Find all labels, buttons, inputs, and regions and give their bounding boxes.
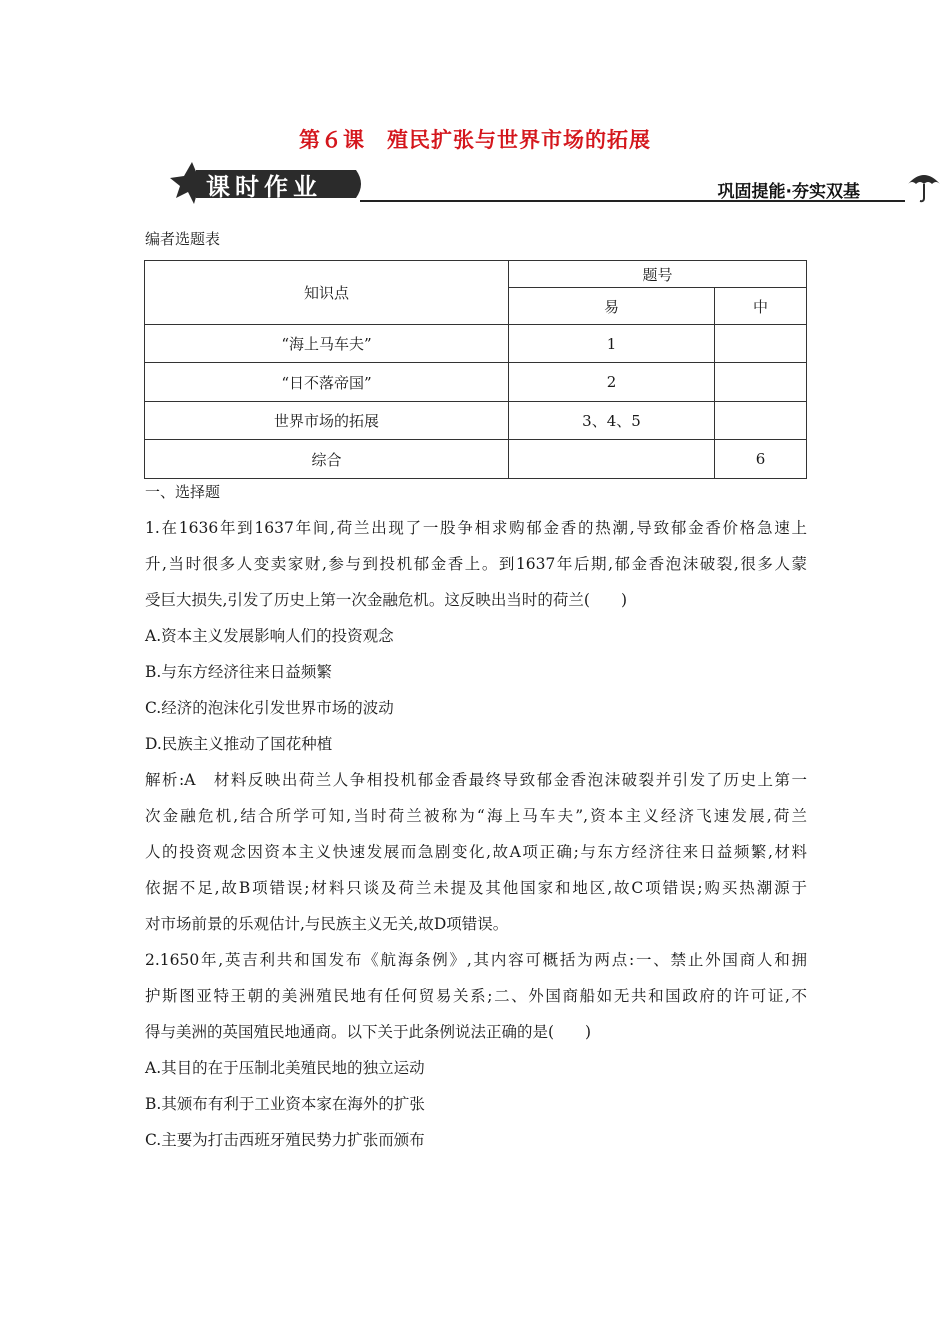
banner-label: 课时作业: [206, 173, 322, 201]
header-number: 题号: [509, 261, 807, 288]
header-topic: 知识点: [145, 261, 509, 325]
analysis-line: 人的投资观念因资本主义快速发展而急剧变化,故A项正确;与东方经济往来日益频繁,材料: [145, 843, 807, 861]
analysis-line: 对市场前景的乐观估计,与民族主义无关,故D项错误。: [145, 915, 509, 933]
header-medium: 中: [715, 288, 807, 325]
row-topic: “海上马车夫”: [145, 325, 509, 363]
question-line: 受巨大损失,引发了历史上第一次金融危机。这反映出当时的荷兰( ): [145, 591, 628, 609]
table-caption: 编者选题表: [145, 230, 221, 248]
row-easy: [509, 440, 715, 479]
option-b: B.其颁布有利于工业资本家在海外的扩张: [145, 1095, 425, 1113]
row-medium: [715, 325, 807, 363]
question-line: 升,当时很多人变卖家财,参与到投机郁金香上。到1637年后期,郁金香泡沫破裂,很多人蒙: [145, 555, 807, 573]
question-2: [145, 942, 807, 1158]
section-title: 一、选择题: [145, 483, 221, 501]
option-a: A.其目的在于压制北美殖民地的独立运动: [145, 1059, 425, 1077]
row-topic: 世界市场的拓展: [145, 402, 509, 440]
analysis-line: 次金融危机,结合所学可知,当时荷兰被称为“海上马车夫”,资本主义经济飞速发展,荷兰: [145, 807, 807, 825]
table-row: [145, 402, 807, 440]
row-easy: 2: [509, 363, 715, 402]
topic-table: [144, 260, 807, 479]
umbrella-icon: [906, 168, 942, 204]
table-row: [145, 325, 807, 363]
row-topic: “日不落帝国”: [145, 363, 509, 402]
option-b: B.与东方经济往来日益频繁: [145, 663, 332, 681]
table-row: [145, 440, 807, 479]
row-easy: 1: [509, 325, 715, 363]
option-c: C.主要为打击西班牙殖民势力扩张而颁布: [145, 1131, 425, 1149]
question-line: 护斯图亚特王朝的美洲殖民地有任何贸易关系;二、外国商船如无共和国政府的许可证,不: [145, 987, 807, 1005]
table-row: [145, 363, 807, 402]
option-d: D.民族主义推动了国花种植: [145, 735, 333, 753]
question-line: 2.1650年,英吉利共和国发布《航海条例》,其内容可概括为两点:一、禁止外国商人和拥: [145, 951, 807, 969]
row-medium: [715, 363, 807, 402]
option-c: C.经济的泡沫化引发世界市场的波动: [145, 699, 394, 717]
row-topic: 综合: [145, 440, 509, 479]
row-easy: 3、4、5: [509, 402, 715, 440]
row-medium: [715, 402, 807, 440]
question-line: 1.在1636年到1637年间,荷兰出现了一股争相求购郁金香的热潮,导致郁金香价格急速上: [145, 519, 807, 537]
question-content: [145, 510, 807, 1158]
analysis-line: 依据不足,故B项错误;材料只谈及荷兰未提及其他国家和地区,故C项错误;购买热潮源于: [145, 879, 807, 897]
question-1: [145, 510, 807, 942]
page-title: 第６课 殖民扩张与世界市场的拓展: [299, 128, 651, 152]
banner-subtitle: 巩固提能·夯实双基: [717, 182, 860, 202]
question-line: 得与美洲的英国殖民地通商。以下关于此条例说法正确的是( ): [145, 1023, 592, 1041]
analysis-line: 解析:A 材料反映出荷兰人争相投机郁金香最终导致郁金香泡沫破裂并引发了历史上第一: [145, 771, 807, 789]
row-medium: 6: [715, 440, 807, 479]
header-easy: 易: [509, 288, 715, 325]
option-a: A.资本主义发展影响人们的投资观念: [145, 627, 394, 645]
